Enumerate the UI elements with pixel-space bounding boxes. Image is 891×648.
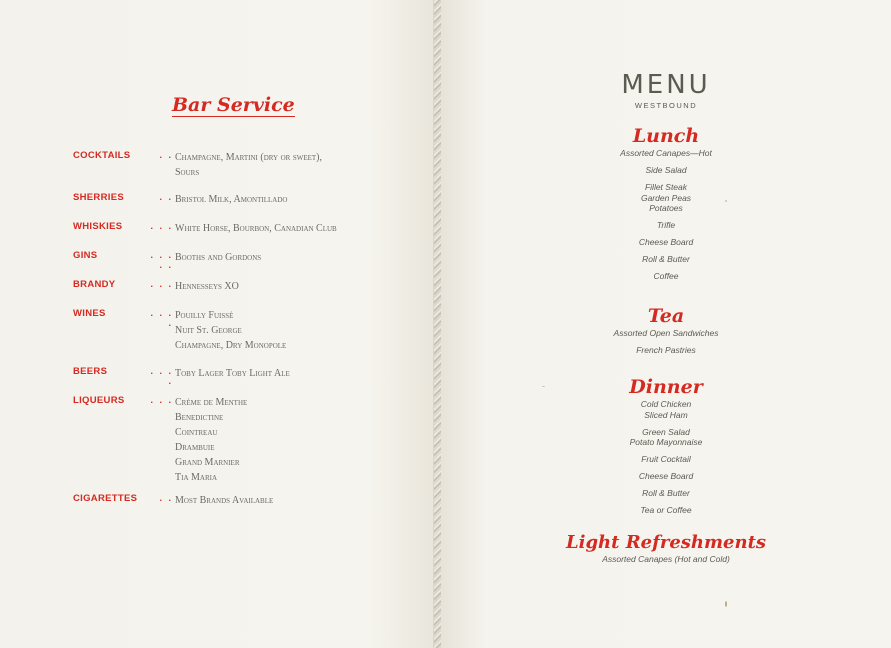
bar-service-title: Bar Service <box>172 94 295 116</box>
bar-category-items <box>175 221 415 236</box>
bar-item: Pouilly Fuissé <box>175 310 234 321</box>
bar-item: Toby Lager Toby Light Ale <box>175 368 290 379</box>
paper-speck <box>725 200 727 202</box>
bar-category-name: COCKTAILS <box>73 150 131 161</box>
bar-item: Booths and Gordons <box>175 252 262 263</box>
bar-item: Grand Marnier <box>175 457 240 468</box>
bar-item: Champagne, Martini (dry or sweet), <box>175 152 322 163</box>
menu-item: Tea or Coffee <box>640 505 692 515</box>
menu-item: Cheese Board <box>638 471 694 481</box>
bar-category-items <box>175 395 415 485</box>
bar-item: Sours <box>175 167 200 178</box>
paper-speck <box>542 386 545 387</box>
menu-item: French Pastries <box>636 345 696 355</box>
bar-item: Most Brands Available <box>175 495 274 506</box>
bar-category-items <box>175 308 415 353</box>
bar-category-dots: . . <box>159 192 173 202</box>
menu-item: Sliced Ham <box>644 409 688 420</box>
menu-section-light-refreshments <box>441 532 891 565</box>
menu-item: Assorted Open Sandwiches <box>613 328 719 338</box>
bar-category-dots: . . <box>159 493 173 503</box>
bar-category-items <box>175 366 415 381</box>
bar-item: Hennesseys XO <box>175 281 239 292</box>
bar-item: Cointreau <box>175 427 218 438</box>
menu-item: Cold Chicken <box>640 399 692 409</box>
bar-category-dots: . . . <box>150 221 173 231</box>
bar-item: Bristol Milk, Amontillado <box>175 194 288 205</box>
bar-item: Drambuie <box>175 442 215 453</box>
right-page <box>441 0 891 648</box>
bar-category-items <box>175 250 415 265</box>
bar-category-name: LIQUEURS <box>73 395 125 406</box>
menu-item: Fruit Cocktail <box>641 454 691 464</box>
bar-category-items <box>175 279 415 294</box>
bar-category-name: BEERS <box>73 366 108 377</box>
bar-category-dots: . . . <box>150 279 173 289</box>
bar-item: Benedictine <box>175 412 224 423</box>
menu-item: Assorted Canapes (Hot and Cold) <box>602 554 730 564</box>
menu-item: Roll & Butter <box>642 254 690 264</box>
bar-category-name: GINS <box>73 250 98 261</box>
bar-item: Nuit St. George <box>175 325 242 336</box>
menu-section-title: Light Refreshments <box>565 532 767 553</box>
paper-speck <box>725 601 727 607</box>
bar-category-dots: . . <box>159 150 173 160</box>
bar-category-name: WHISKIES <box>73 221 123 232</box>
bar-category-items <box>175 493 415 508</box>
menu-item: Trifle <box>656 220 676 230</box>
menu-section-title: Lunch <box>632 125 700 147</box>
menu-item: Assorted Canapes—Hot <box>620 148 712 158</box>
bar-category-items <box>175 192 415 207</box>
menu-title: MENU <box>621 70 711 100</box>
bar-category-name: CIGARETTES <box>73 493 138 504</box>
menu-item: Green Salad <box>642 426 690 437</box>
bar-item: Tia Maria <box>175 472 217 483</box>
bar-item: Crème de Menthe <box>175 397 248 408</box>
left-page <box>0 0 433 648</box>
menu-item: Side Salad <box>645 165 687 175</box>
menu-item: Fillet Steak <box>644 182 688 192</box>
menu-item: Potato Mayonnaise <box>629 437 703 447</box>
menu-item: Coffee <box>653 271 679 281</box>
menu-section-dinner <box>441 375 891 516</box>
menu-item: Roll & Butter <box>642 488 690 498</box>
bar-category-dots: . . . . <box>150 366 173 386</box>
menu-item: Cheese Board <box>638 237 694 247</box>
menu-subtitle: WESTBOUND <box>634 101 698 110</box>
menu-item: Garden Peas <box>640 192 692 203</box>
bar-item: White Horse, Bourbon, Canadian Club <box>175 223 337 234</box>
bar-category-dots: . . . <box>150 395 173 405</box>
menu-section-title: Dinner <box>629 376 703 398</box>
bar-category-items <box>175 150 415 180</box>
menu-section-tea <box>441 304 891 356</box>
menu-section-title: Tea <box>647 305 685 327</box>
bar-item: Champagne, Dry Monopole <box>175 340 287 351</box>
bar-category-dots: . . . . . <box>150 250 173 270</box>
bar-category-name: WINES <box>73 308 106 319</box>
bar-category-dots: . . . . <box>150 308 173 328</box>
bar-category-name: BRANDY <box>73 279 116 290</box>
menu-item: Potatoes <box>649 203 683 213</box>
menu-section-lunch <box>441 124 891 282</box>
bar-category-name: SHERRIES <box>73 192 124 203</box>
